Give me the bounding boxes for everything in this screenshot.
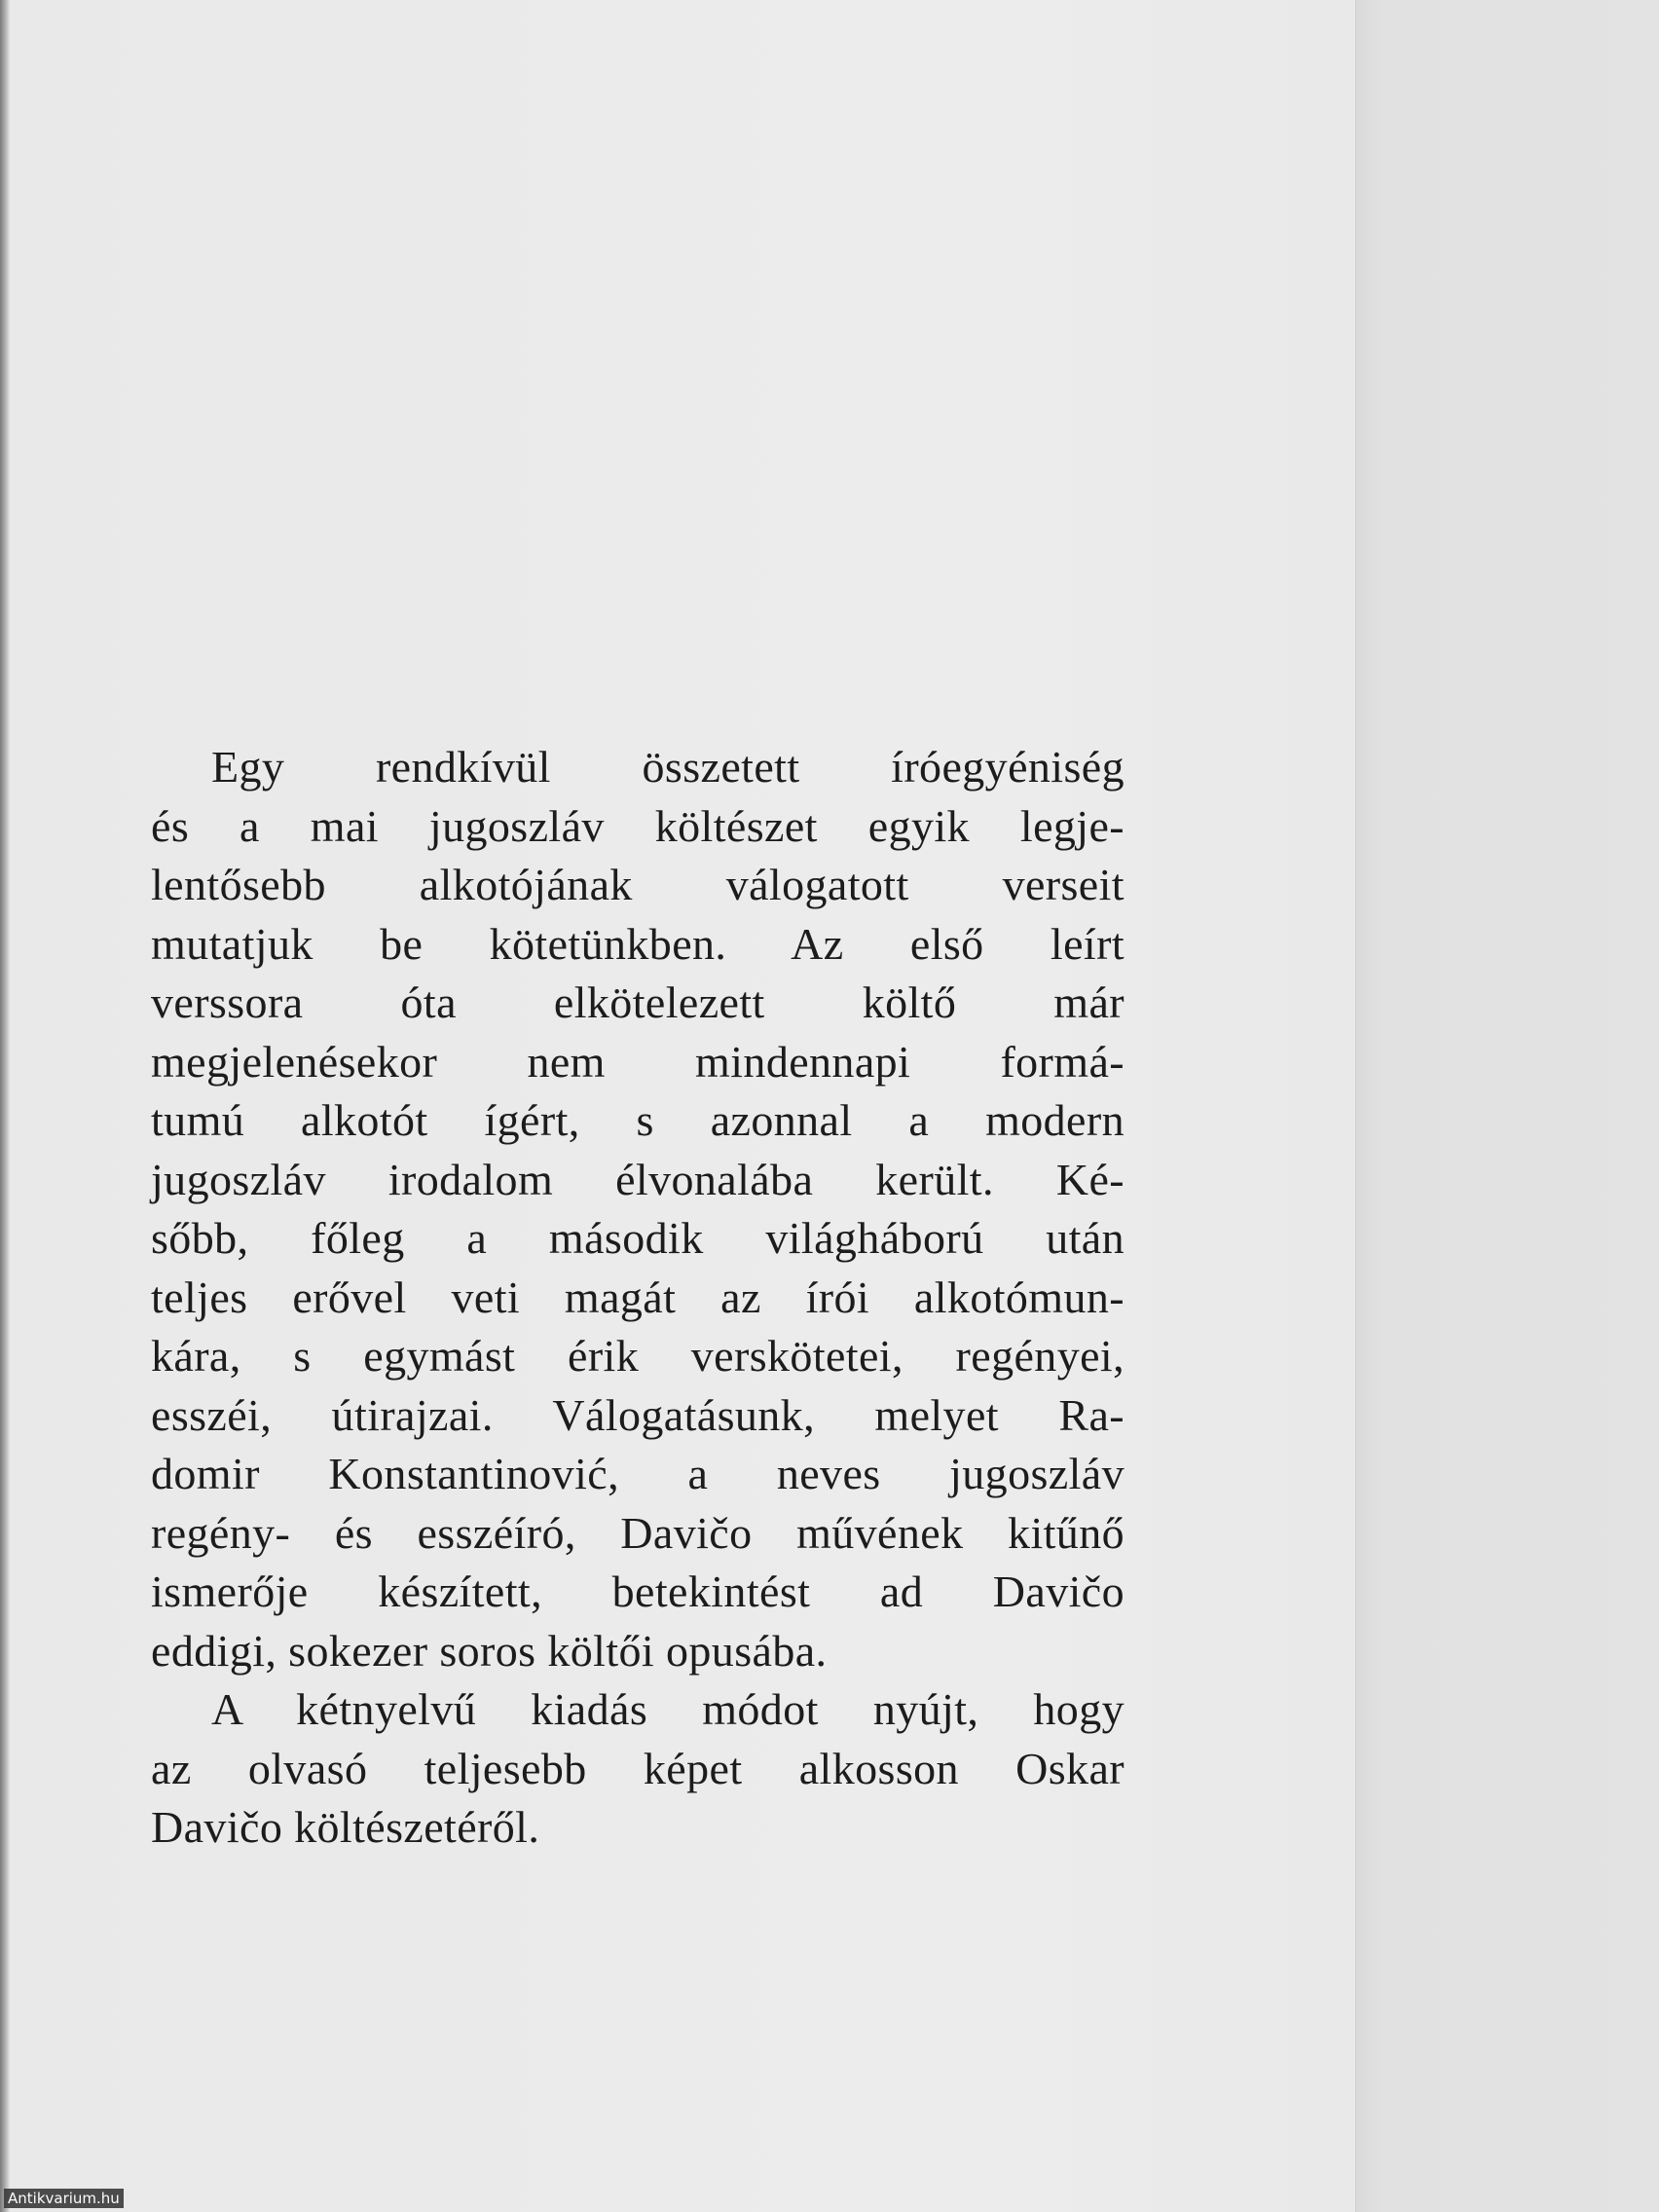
text-line: domir Konstantinović, a neves jugoszláv bbox=[151, 1449, 1124, 1498]
paragraph-2 bbox=[151, 1680, 1124, 1858]
body-text bbox=[151, 738, 1124, 1858]
next-page-edge bbox=[1355, 0, 1659, 2212]
watermark: Antikvarium.hu bbox=[4, 2189, 124, 2208]
text-line: kára, s egymást érik verskötetei, regényei, bbox=[151, 1331, 1124, 1381]
text-line: Davičo költészetéről. bbox=[151, 1802, 540, 1852]
text-line: teljes erővel veti magát az írói alkotómun- bbox=[151, 1272, 1124, 1322]
text-line: megjelenésekor nem mindennapi formá- bbox=[151, 1036, 1124, 1087]
book-spine-shadow bbox=[0, 0, 10, 2212]
text-line: Egy rendkívül összetett íróegyéniség bbox=[211, 742, 1124, 792]
text-line: mutatjuk be kötetünkben. Az első leírt bbox=[151, 918, 1124, 969]
text-line: regény- és esszéíró, Davičo művének kitűnő bbox=[151, 1507, 1124, 1558]
text-line: sőbb, főleg a második világháború után bbox=[151, 1213, 1124, 1263]
text-line: tumú alkotót ígért, s azonnal a modern bbox=[151, 1095, 1124, 1145]
text-line: verssora óta elkötelezett költő már bbox=[151, 977, 1124, 1027]
text-line: jugoszláv irodalom élvonalába került. Ké- bbox=[151, 1154, 1124, 1204]
text-line: az olvasó teljesebb képet alkosson Oskar bbox=[151, 1743, 1124, 1793]
paragraph-1 bbox=[151, 738, 1124, 1680]
text-line: esszéi, útirajzai. Válogatásunk, melyet Ra- bbox=[151, 1389, 1124, 1440]
text-line: lentősebb alkotójának válogatott verseit bbox=[151, 860, 1124, 909]
text-line: eddigi, sokezer soros költői opusába. bbox=[151, 1625, 828, 1676]
text-line: ismerője készített, betekintést ad Davičo bbox=[151, 1567, 1124, 1616]
text-line: és a mai jugoszláv költészet egyik legje- bbox=[151, 800, 1124, 851]
text-line: A kétnyelvű kiadás módot nyújt, hogy bbox=[211, 1684, 1124, 1734]
